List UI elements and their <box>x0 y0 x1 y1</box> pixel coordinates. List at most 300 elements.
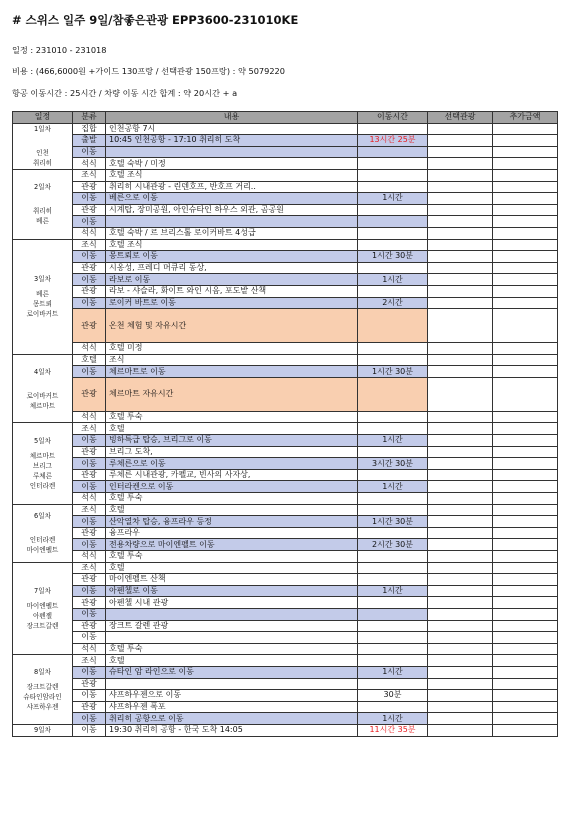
extra-cost-cell <box>493 169 558 181</box>
extra-cost-cell <box>493 574 558 586</box>
table-row <box>13 643 558 655</box>
category-cell: 이동 <box>73 539 106 551</box>
content-cell: 로이커 바트로 이동 <box>106 297 358 309</box>
content-cell: 호텔 <box>106 423 358 435</box>
day-number: 9일차 <box>34 726 51 735</box>
category-cell: 조식 <box>73 504 106 516</box>
category-cell: 석식 <box>73 227 106 239</box>
table-row <box>13 309 558 343</box>
day-location: 체르마트 <box>29 452 56 461</box>
day-location <box>16 377 69 391</box>
travel-time-cell: 1시간 <box>358 585 428 597</box>
content-cell: 취리히 시내관광 - 린덴호프, 반호프 거리.. <box>106 181 358 193</box>
extra-cost-cell <box>493 262 558 274</box>
day-number: 6일차 <box>34 512 51 521</box>
day-location: 몽트뢰 <box>32 300 53 309</box>
content-cell: 라보로 이동 <box>106 274 358 286</box>
optional-tour-cell <box>428 169 493 181</box>
category-cell: 이동 <box>73 585 106 597</box>
travel-time-cell: 13시간 25분 <box>358 135 428 147</box>
content-cell: 빙하특급 탑승, 브리그로 이동 <box>106 435 358 447</box>
content-cell: 시옹성, 프레디 머큐리 동상, <box>106 262 358 274</box>
category-cell: 관광 <box>73 309 106 343</box>
day-location: 취리히 <box>32 159 53 168</box>
table-header-row <box>13 112 558 124</box>
extra-cost-cell <box>493 354 558 366</box>
category-cell: 석식 <box>73 411 106 423</box>
content-cell: 장크트 갈렌 관광 <box>106 620 358 632</box>
optional-tour-cell <box>428 309 493 343</box>
content-cell: 호텔 <box>106 562 358 574</box>
table-row <box>13 227 558 239</box>
extra-cost-cell <box>493 423 558 435</box>
travel-time-cell <box>358 146 428 158</box>
extra-cost-cell <box>493 585 558 597</box>
table-row <box>13 343 558 355</box>
table-row <box>13 678 558 690</box>
content-cell: 라보 - 샤슬라, 화이트 와인 시음, 포도밭 산책 <box>106 285 358 297</box>
extra-cost-cell <box>493 227 558 239</box>
optional-tour-cell <box>428 204 493 216</box>
header-content: 내용 <box>106 112 358 124</box>
travel-time-cell <box>358 469 428 481</box>
content-cell: 조식 <box>106 354 358 366</box>
category-cell: 관광 <box>73 678 106 690</box>
optional-tour-cell <box>428 701 493 713</box>
travel-time-cell <box>358 643 428 655</box>
day-cell <box>13 239 73 354</box>
itinerary-body <box>13 123 558 736</box>
content-cell: 호텔 숙박 / 미정 <box>106 158 358 170</box>
extra-cost-cell <box>493 597 558 609</box>
day-location: 인천 <box>36 149 49 158</box>
optional-tour-cell <box>428 724 493 736</box>
travel-time-cell <box>358 678 428 690</box>
document-title: # 스위스 일주 9일/참좋은관광 EPP3600-231010KE <box>12 13 299 27</box>
category-cell: 관광 <box>73 446 106 458</box>
extra-cost-cell <box>493 632 558 644</box>
table-row <box>13 262 558 274</box>
travel-time-cell: 1시간 <box>358 274 428 286</box>
content-cell: 루체른 시내관광, 카펠교, 빈사의 사자상, <box>106 469 358 481</box>
day-cell <box>13 504 73 562</box>
table-row <box>13 366 558 378</box>
extra-cost-cell <box>493 562 558 574</box>
table-row <box>13 574 558 586</box>
table-row <box>13 411 558 423</box>
content-cell: 루체른으로 이동 <box>106 458 358 470</box>
optional-tour-cell <box>428 274 493 286</box>
content-cell: 호텔 투숙 <box>106 551 358 563</box>
table-row <box>13 423 558 435</box>
content-cell: 베른으로 이동 <box>106 193 358 205</box>
category-cell: 이동 <box>73 297 106 309</box>
optional-tour-cell <box>428 690 493 702</box>
category-cell: 이동 <box>73 435 106 447</box>
optional-tour-cell <box>428 411 493 423</box>
table-row <box>13 135 558 147</box>
travel-time-cell <box>358 377 428 411</box>
day-number: 4일차 <box>34 367 51 376</box>
table-row <box>13 123 558 135</box>
optional-tour-cell <box>428 655 493 667</box>
header-extra-cost: 추가금액 <box>493 112 558 124</box>
table-row <box>13 608 558 620</box>
optional-tour-cell <box>428 643 493 655</box>
category-cell: 조식 <box>73 562 106 574</box>
travel-time-cell <box>358 262 428 274</box>
day-location: 마이엔펠트 <box>26 601 59 610</box>
day-number: 2일차 <box>34 183 51 192</box>
travel-time-cell <box>358 216 428 228</box>
content-cell <box>106 216 358 228</box>
table-row <box>13 597 558 609</box>
day-cell <box>13 655 73 725</box>
header-category: 분류 <box>73 112 106 124</box>
travel-time-cell <box>358 354 428 366</box>
travel-time-cell <box>358 343 428 355</box>
table-row <box>13 690 558 702</box>
table-row <box>13 354 558 366</box>
table-row <box>13 632 558 644</box>
content-cell: 호텔 미정 <box>106 343 358 355</box>
optional-tour-cell <box>428 713 493 725</box>
optional-tour-cell <box>428 562 493 574</box>
table-row <box>13 562 558 574</box>
travel-time-cell <box>358 562 428 574</box>
optional-tour-cell <box>428 216 493 228</box>
table-row <box>13 204 558 216</box>
day-location: 장크트갈렌 <box>26 621 59 630</box>
travel-time-cell <box>358 655 428 667</box>
day-location: 인터라켄 <box>29 482 56 491</box>
category-cell: 이동 <box>73 516 106 528</box>
content-cell: 체르마트 자유시간 <box>106 377 358 411</box>
content-cell: 19:30 취리히 공항 - 한국 도착 14:05 <box>106 724 358 736</box>
category-cell: 이동 <box>73 146 106 158</box>
travel-time-cell <box>358 620 428 632</box>
content-cell <box>106 678 358 690</box>
content-cell: 융프라우 <box>106 527 358 539</box>
extra-cost-cell <box>493 481 558 493</box>
table-row <box>13 620 558 632</box>
category-cell: 출발 <box>73 135 106 147</box>
table-row <box>13 458 558 470</box>
optional-tour-cell <box>428 597 493 609</box>
travel-time-cell <box>358 169 428 181</box>
category-cell: 관광 <box>73 262 106 274</box>
content-cell: 10:45 인천공항 - 17:10 취리히 도착 <box>106 135 358 147</box>
category-cell: 이동 <box>73 724 106 736</box>
extra-cost-cell <box>493 204 558 216</box>
content-cell: 인터라켄으로 이동 <box>106 481 358 493</box>
extra-cost-cell <box>493 158 558 170</box>
header-optional-tour: 선택관광 <box>428 112 493 124</box>
travel-time-cell <box>358 227 428 239</box>
table-row <box>13 539 558 551</box>
extra-cost-cell <box>493 551 558 563</box>
travel-time-cell <box>358 504 428 516</box>
content-cell <box>106 608 358 620</box>
travel-time-cell <box>358 423 428 435</box>
extra-cost-cell <box>493 309 558 343</box>
optional-tour-cell <box>428 527 493 539</box>
optional-tour-cell <box>428 551 493 563</box>
travel-time-cell: 30분 <box>358 690 428 702</box>
optional-tour-cell <box>428 458 493 470</box>
category-cell: 이동 <box>73 632 106 644</box>
day-number: 1일차 <box>34 125 51 134</box>
extra-cost-cell <box>493 713 558 725</box>
table-row <box>13 146 558 158</box>
category-cell: 관광 <box>73 620 106 632</box>
optional-tour-cell <box>428 354 493 366</box>
category-cell: 관광 <box>73 181 106 193</box>
travel-time-cell: 11시간 35분 <box>358 724 428 736</box>
optional-tour-cell <box>428 251 493 263</box>
content-cell: 온천 체험 및 자유시간 <box>106 309 358 343</box>
category-cell: 관광 <box>73 597 106 609</box>
table-row <box>13 504 558 516</box>
table-row <box>13 493 558 505</box>
category-cell: 이동 <box>73 458 106 470</box>
day-location: 체르마트 <box>29 401 56 410</box>
extra-cost-cell <box>493 123 558 135</box>
travel-time-cell <box>358 632 428 644</box>
day-number: 8일차 <box>34 668 51 677</box>
content-cell: 호텔 <box>106 504 358 516</box>
day-location <box>16 521 69 535</box>
table-row <box>13 377 558 411</box>
extra-cost-cell <box>493 251 558 263</box>
day-location: 아펜젤 <box>32 611 53 620</box>
category-cell: 관광 <box>73 574 106 586</box>
extra-cost-cell <box>493 377 558 411</box>
extra-cost-cell <box>493 701 558 713</box>
travel-time-cell <box>358 411 428 423</box>
travel-time-cell <box>358 181 428 193</box>
extra-cost-cell <box>493 446 558 458</box>
travel-time-cell: 1시간 <box>358 435 428 447</box>
travel-time-cell: 1시간 30분 <box>358 251 428 263</box>
table-row <box>13 239 558 251</box>
optional-tour-cell <box>428 493 493 505</box>
table-row <box>13 713 558 725</box>
content-cell: 샤프하우젠 폭포 <box>106 701 358 713</box>
travel-time-cell <box>358 239 428 251</box>
extra-cost-cell <box>493 146 558 158</box>
optional-tour-cell <box>428 297 493 309</box>
day-location: 슈타인암라인 <box>23 693 62 702</box>
day-location: 장크트갈렌 <box>26 683 59 692</box>
travel-time-cell <box>358 309 428 343</box>
optional-tour-cell <box>428 574 493 586</box>
table-row <box>13 158 558 170</box>
category-cell: 이동 <box>73 274 106 286</box>
category-cell: 이동 <box>73 713 106 725</box>
day-location: 로이바커트 <box>26 391 59 400</box>
content-cell <box>106 146 358 158</box>
category-cell: 관광 <box>73 701 106 713</box>
travel-time-cell <box>358 527 428 539</box>
optional-tour-cell <box>428 435 493 447</box>
extra-cost-cell <box>493 285 558 297</box>
optional-tour-cell <box>428 146 493 158</box>
category-cell: 석식 <box>73 158 106 170</box>
extra-cost-cell <box>493 690 558 702</box>
day-location: 루체른 <box>32 472 53 481</box>
extra-cost-cell <box>493 724 558 736</box>
optional-tour-cell <box>428 193 493 205</box>
extra-cost-cell <box>493 343 558 355</box>
content-cell: 체르마트로 이동 <box>106 366 358 378</box>
table-row <box>13 169 558 181</box>
optional-tour-cell <box>428 262 493 274</box>
content-cell: 샤프하우젠으로 이동 <box>106 690 358 702</box>
category-cell: 이동 <box>73 251 106 263</box>
travel-time-cell <box>358 551 428 563</box>
extra-cost-cell <box>493 469 558 481</box>
table-row <box>13 297 558 309</box>
day-cell <box>13 562 73 655</box>
content-cell: 호텔 <box>106 655 358 667</box>
table-row <box>13 446 558 458</box>
travel-time-cell: 1시간 <box>358 666 428 678</box>
optional-tour-cell <box>428 239 493 251</box>
content-cell: 브리그 도착, <box>106 446 358 458</box>
category-cell: 조식 <box>73 655 106 667</box>
travel-time-cell <box>358 285 428 297</box>
optional-tour-cell <box>428 516 493 528</box>
content-cell: 호텔 숙박 / 르 브리스톨 로이커바트 4성급 <box>106 227 358 239</box>
content-cell: 호텔 투숙 <box>106 411 358 423</box>
content-cell: 몽트뢰로 이동 <box>106 251 358 263</box>
travel-time-cell <box>358 204 428 216</box>
table-row <box>13 724 558 736</box>
category-cell: 석식 <box>73 551 106 563</box>
category-cell: 관광 <box>73 527 106 539</box>
travel-time-cell <box>358 608 428 620</box>
optional-tour-cell <box>428 585 493 597</box>
category-cell: 조식 <box>73 169 106 181</box>
table-row <box>13 585 558 597</box>
table-row <box>13 655 558 667</box>
content-cell: 아펜첼로 이동 <box>106 585 358 597</box>
travel-time-cell: 1시간 <box>358 713 428 725</box>
day-location <box>16 192 69 206</box>
extra-cost-cell <box>493 297 558 309</box>
category-cell: 이동 <box>73 216 106 228</box>
table-row <box>13 701 558 713</box>
optional-tour-cell <box>428 469 493 481</box>
content-cell: 호텔 투숙 <box>106 493 358 505</box>
extra-cost-cell <box>493 458 558 470</box>
extra-cost-cell <box>493 411 558 423</box>
optional-tour-cell <box>428 377 493 411</box>
extra-cost-cell <box>493 516 558 528</box>
day-cell <box>13 169 73 239</box>
extra-cost-cell <box>493 666 558 678</box>
optional-tour-cell <box>428 285 493 297</box>
category-cell: 관광 <box>73 377 106 411</box>
extra-cost-cell <box>493 678 558 690</box>
table-row <box>13 251 558 263</box>
content-cell: 산악열차 탑승, 융프라우 등정 <box>106 516 358 528</box>
travel-time-cell <box>358 158 428 170</box>
category-cell: 집합 <box>73 123 106 135</box>
table-row <box>13 516 558 528</box>
extra-cost-cell <box>493 366 558 378</box>
category-cell: 석식 <box>73 343 106 355</box>
day-location: 로이바커트 <box>26 310 59 319</box>
travel-time-cell <box>358 701 428 713</box>
day-cell <box>13 354 73 423</box>
day-location <box>16 134 69 148</box>
category-cell: 조식 <box>73 239 106 251</box>
optional-tour-cell <box>428 481 493 493</box>
category-cell: 이동 <box>73 481 106 493</box>
content-cell: 호텔 조식 <box>106 169 358 181</box>
category-cell: 석식 <box>73 493 106 505</box>
table-row <box>13 181 558 193</box>
header-travel-time: 이동시간 <box>358 112 428 124</box>
category-cell: 이동 <box>73 666 106 678</box>
extra-cost-cell <box>493 274 558 286</box>
table-row <box>13 285 558 297</box>
optional-tour-cell <box>428 608 493 620</box>
category-cell: 관광 <box>73 285 106 297</box>
category-cell: 호텔 <box>73 354 106 366</box>
category-cell: 이동 <box>73 193 106 205</box>
table-row <box>13 435 558 447</box>
category-cell: 관광 <box>73 469 106 481</box>
category-cell: 이동 <box>73 608 106 620</box>
category-cell: 석식 <box>73 643 106 655</box>
extra-cost-cell <box>493 216 558 228</box>
optional-tour-cell <box>428 181 493 193</box>
optional-tour-cell <box>428 135 493 147</box>
content-cell: 인천공항 7시 <box>106 123 358 135</box>
optional-tour-cell <box>428 632 493 644</box>
day-number: 7일차 <box>34 586 51 595</box>
category-cell: 이동 <box>73 366 106 378</box>
travel-time-cell <box>358 597 428 609</box>
travel-time-cell: 1시간 30분 <box>358 366 428 378</box>
day-location: 샤프하우젠 <box>26 703 59 712</box>
travel-time-cell <box>358 123 428 135</box>
extra-cost-cell <box>493 655 558 667</box>
extra-cost-cell <box>493 181 558 193</box>
day-cell <box>13 423 73 504</box>
travel-time-cell: 1시간 30분 <box>358 516 428 528</box>
content-cell: 호텔 투숙 <box>106 643 358 655</box>
cost-summary: 비용 : (466,6000원 +가이드 130프랑 / 선택관광 150프랑) : 약 5079220 <box>12 66 285 76</box>
optional-tour-cell <box>428 123 493 135</box>
optional-tour-cell <box>428 366 493 378</box>
extra-cost-cell <box>493 504 558 516</box>
content-cell: 슈타인 암 라인으로 이동 <box>106 666 358 678</box>
day-number: 3일차 <box>34 275 51 284</box>
travel-time-cell: 3시간 30분 <box>358 458 428 470</box>
extra-cost-cell <box>493 435 558 447</box>
content-cell: 아펜첼 시내 관광 <box>106 597 358 609</box>
extra-cost-cell <box>493 527 558 539</box>
table-row <box>13 551 558 563</box>
day-location: 마이엔펠트 <box>26 546 59 555</box>
table-row <box>13 469 558 481</box>
optional-tour-cell <box>428 446 493 458</box>
day-location: 베른 <box>36 290 49 299</box>
